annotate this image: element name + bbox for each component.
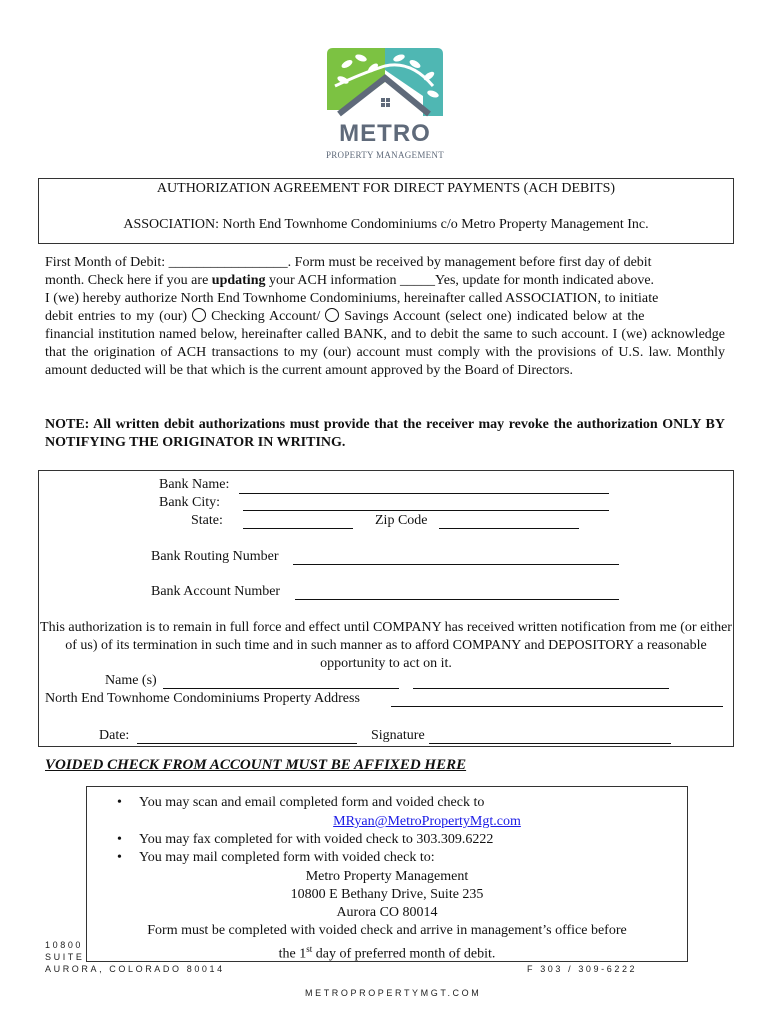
bank-info-box [38, 470, 734, 747]
authorization-intro [45, 254, 725, 380]
tree-house-logo-icon [325, 46, 445, 126]
bank-name-field[interactable] [239, 493, 609, 494]
revocation-note: NOTE: All written debit authorizations must provide that the receiver may revoke the authorization ONLY BY NOTIFYING THE ORIGINATOR IN WRITING. [45, 417, 725, 450]
zip-label: Zip Code [375, 513, 428, 528]
mail-street: 10800 E Bethany Drive, Suite 235 [290, 887, 484, 902]
mail-company: Metro Property Management [305, 869, 469, 884]
email-link[interactable]: MRyan@MetroPropertyMgt.com [333, 814, 521, 829]
account-label: Bank Account Number [151, 584, 281, 599]
date-field[interactable] [137, 743, 357, 744]
logo-name: METRO [339, 120, 431, 147]
deadline-suffix: day of preferred month of debit. [312, 946, 496, 962]
authorization-body: financial institution named below, hereinafter called BANK, and to debit the same to such account. I (we) acknowledge that the origination of ACH transactions to my (our) account must comply with the provisions of U.S. law. Monthly amount deducted will be that which is the current amount approved by the Board of Directors. [45, 327, 725, 378]
footer-suite: SUITE [45, 952, 85, 962]
bank-city-label: Bank City: [159, 495, 221, 510]
footer-phone: F 303 / 309-6222 [527, 964, 638, 974]
debit-deadline-text: . Form must be received by management before first day of debit [287, 255, 652, 270]
submission-instructions [86, 786, 688, 962]
debit-entries-text: debit entries to my (our) [45, 309, 193, 324]
deadline-line-2 [87, 940, 687, 964]
fax-instruction: • You may fax completed for with voided check to 303.309.6222 [139, 832, 493, 848]
scan-instruction: • You may scan and email completed form and voided check to [139, 795, 484, 811]
routing-field[interactable] [293, 564, 619, 565]
association-line: ASSOCIATION: North End Townhome Condominiums c/o Metro Property Management Inc. [123, 217, 649, 232]
bank-city-field[interactable] [243, 510, 609, 511]
updating-bold-text: updating [211, 273, 266, 288]
savings-label: Savings Account (select one) indicated below at the [344, 309, 645, 324]
bank-name-label: Bank Name: [159, 477, 230, 492]
first-debit-field[interactable]: _________________ [168, 255, 288, 270]
agreement-title: AUTHORIZATION AGREEMENT FOR DIRECT PAYMENTS (ACH DEBITS) [156, 181, 616, 196]
logo-tagline: PROPERTY MANAGEMENT [325, 150, 445, 160]
names-field-2[interactable] [413, 688, 669, 689]
checking-label: Checking Account/ [211, 309, 326, 324]
deadline-prefix: the 1 [278, 946, 307, 962]
footer-street: 10800 [45, 940, 84, 950]
property-address-field[interactable] [391, 706, 723, 707]
footer-website: METROPROPERTYMGT.COM [305, 988, 482, 998]
state-label: State: [191, 513, 223, 528]
names-label: Name (s) [105, 673, 157, 688]
authorize-line: I (we) hereby authorize North End Townhome Condominiums, hereinafter called ASSOCIATION, to initiate [45, 291, 659, 306]
agreement-header [38, 178, 734, 244]
authorization-duration-text: This authorization is to remain in full force and effect until COMPANY has received written notification from me (or either of us) of its termination in such time and in such manner as to afford COMPANY and DEPOSITORY a reasonable opportunity to act on it. [40, 620, 732, 671]
savings-radio[interactable] [325, 308, 339, 322]
company-logo [325, 46, 445, 162]
property-address-label: North End Townhome Condominiums Property Address [45, 691, 360, 706]
signature-label: Signature [371, 728, 425, 743]
mail-instruction: • You may mail completed form with voided check to: [139, 850, 435, 866]
zip-field[interactable] [439, 528, 579, 529]
update-check-text: month. Check here if you are [45, 273, 212, 288]
deadline-superscript: st [306, 944, 313, 954]
state-field[interactable] [243, 528, 353, 529]
names-field[interactable] [163, 688, 399, 689]
first-debit-label: First Month of Debit: [45, 255, 169, 270]
signature-field[interactable] [429, 743, 671, 744]
checking-radio[interactable] [192, 308, 206, 322]
date-label: Date: [99, 728, 130, 743]
mail-city: Aurora CO 80014 [336, 905, 438, 920]
footer-city: AURORA, COLORADO 80014 [45, 964, 225, 974]
update-yes-field[interactable]: your ACH information _____Yes, update for month indicated above. [265, 273, 655, 288]
routing-label: Bank Routing Number [151, 549, 279, 564]
voided-check-heading: VOIDED CHECK FROM ACCOUNT MUST BE AFFIXED HERE [45, 757, 467, 773]
deadline-line-1: Form must be completed with voided check and arrive in management’s office before [147, 923, 627, 938]
account-field[interactable] [295, 599, 619, 600]
